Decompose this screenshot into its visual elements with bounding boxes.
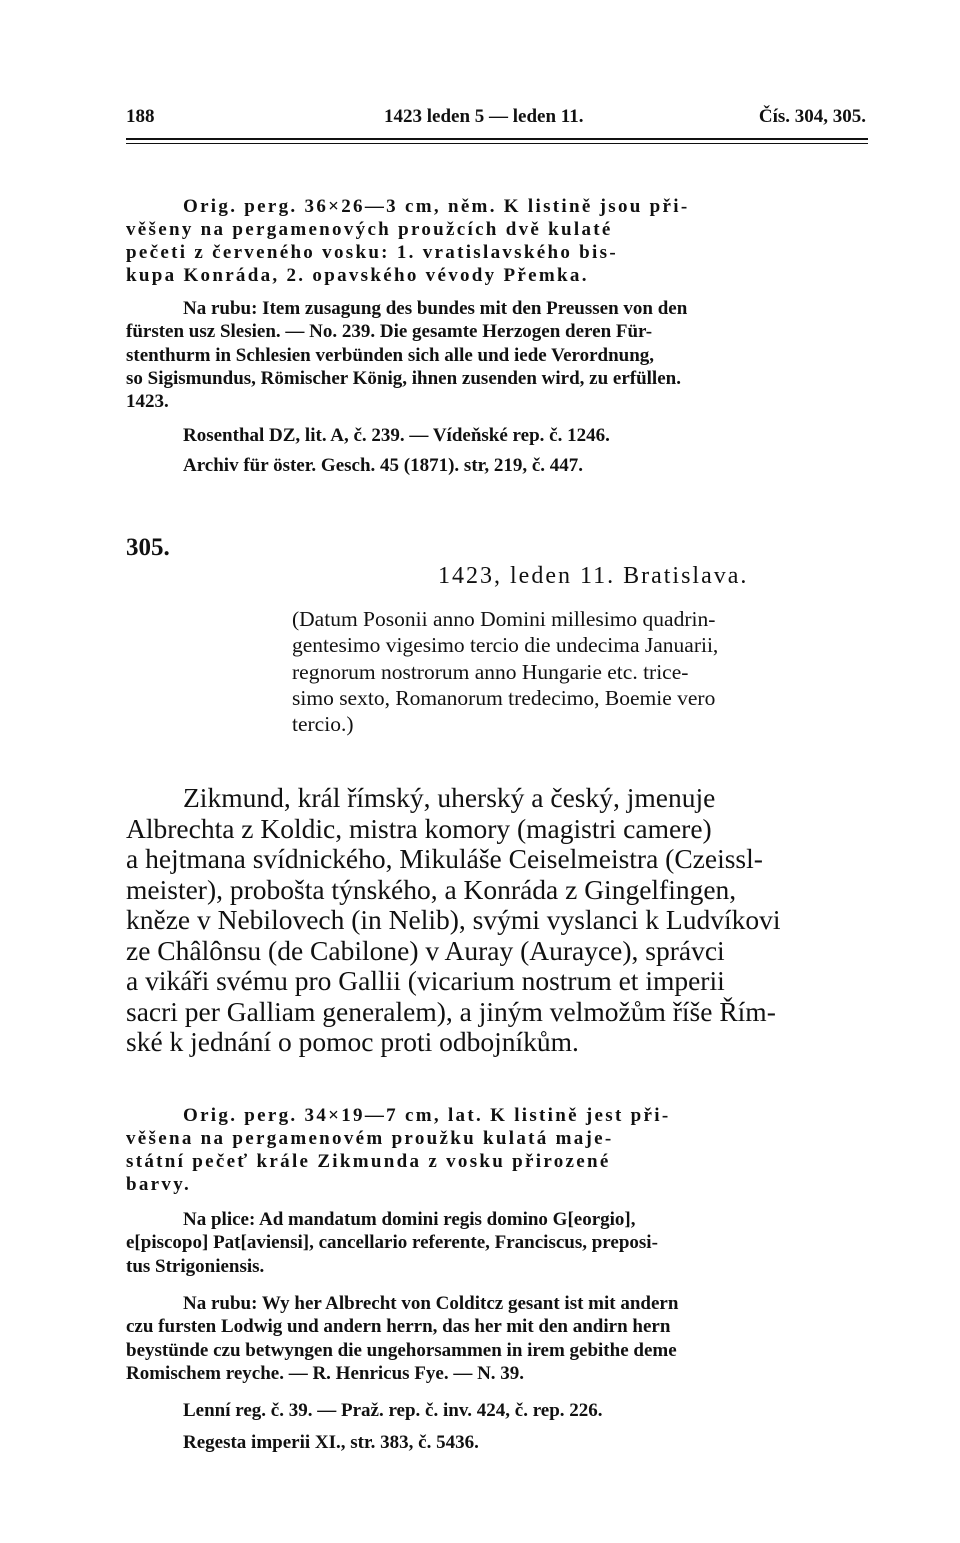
text-line: simo sexto, Romanorum tredecimo, Boemie vero (292, 685, 716, 710)
text-line: sacri per Galliam generalem), a jiným velmožům říše Řím- (126, 995, 776, 1027)
text-line: meister), probošta týnského, a Konráda z Gingelfingen, (126, 873, 737, 905)
doc305-plica-note (126, 1208, 658, 1278)
text-line: (Datum Posonii anno Domini millesimo quadrin- (292, 607, 716, 631)
reference-line: Lenní reg. č. 39. — Praž. rep. č. inv. 424, č. rep. 226. (183, 1400, 603, 1421)
doc305-verso-note (126, 1292, 679, 1385)
doc305-references (183, 1395, 603, 1459)
text-line: barvy. (126, 1174, 192, 1195)
text-line: státní pečeť krále Zikmunda z vosku přirozené (126, 1151, 611, 1172)
text-line: věšeny na pergamenových proužcích dvě kulaté (126, 219, 613, 240)
text-line: beystünde czu betwyngen die ungehorsammen in irem gebithe deme (126, 1339, 677, 1361)
running-head-numbers: Čís. 304, 305. (758, 106, 866, 127)
text-line: regnorum nostrorum anno Hungarie etc. trice- (292, 659, 689, 684)
text-line: czu fursten Lodwig und andern herrn, das her mit den andirn hern (126, 1316, 671, 1338)
text-line: Orig. perg. 36×26—3 cm, něm. K listině jsou při- (183, 196, 690, 217)
text-line: a vikáři svému pro Gallii (vicarium nostrum et imperii (126, 965, 725, 996)
text-line: gentesimo vigesimo tercio die undecima Januarii, (292, 633, 719, 658)
text-line: a hejtmana svídnického, Mikuláše Ceiselmeistra (Czeissl- (126, 843, 763, 874)
text-line: pečeti z červeného vosku: 1. vratislavského bis- (126, 242, 618, 263)
doc305-original-description (126, 1104, 671, 1196)
text-line: kupa Konráda, 2. opavského vévody Přemka. (126, 265, 589, 286)
text-line: so Sigismundus, Römischer König, ihnen zusenden wird, zu erfüllen. (126, 367, 681, 389)
datum-clause (292, 606, 718, 737)
doc304-verso-note (126, 297, 688, 413)
text-line: tus Strigoniensis. (126, 1255, 265, 1277)
running-head-date: 1423 leden 5 — leden 11. (384, 106, 584, 127)
page-header (126, 104, 868, 134)
text-line: tercio.) (292, 712, 354, 737)
reference-line: Regesta imperii XI., str. 383, č. 5436. (183, 1432, 479, 1453)
text-line: 1423. (126, 391, 169, 413)
text-line: fürsten usz Slesien. — No. 239. Die gesamte Herzogen deren Für- (126, 321, 653, 343)
text-line: Romischem reyche. — R. Henricus Fye. — N. 39. (126, 1362, 525, 1384)
text-line: Zikmund, král římský, uherský a český, jmenuje (183, 782, 716, 813)
page-number: 188 (126, 106, 155, 127)
document-number: 305. (126, 534, 170, 561)
text-line: Na rubu: Wy her Albrecht von Colditcz gesant ist mit andern (183, 1293, 679, 1314)
header-rule (126, 138, 868, 140)
text-line: kněze v Nebilovech (in Nelib), svými vyslanci k Ludvíkovi (126, 904, 781, 935)
text-line: Orig. perg. 34×19—7 cm, lat. K listině jest při- (183, 1105, 671, 1126)
doc304-references (183, 421, 610, 481)
header-rule-thin (126, 143, 868, 144)
text-line: e[piscopo] Pat[aviensi], cancellario referente, Franciscus, preposi- (126, 1232, 658, 1254)
doc304-original-description (126, 195, 690, 287)
reference-line: Archiv für öster. Gesch. 45 (1871). str, 219, č. 447. (183, 455, 584, 476)
text-line: ze Châlônsu (de Cabilone) v Auray (Aurayce), správci (126, 934, 725, 966)
document-dateline: 1423, leden 11. Bratislava. (438, 563, 749, 589)
text-line: ské k jednání o pomoc proti odbojníkům. (126, 1026, 579, 1057)
text-line: stenthurm in Schlesien verbünden sich alle und iede Verordnung, (126, 344, 655, 366)
text-line: Na plice: Ad mandatum domini regis domino G[eorgio], (183, 1209, 636, 1230)
text-line: věšena na pergamenovém proužku kulatá maje- (126, 1128, 614, 1149)
text-line: Albrechta z Koldic, mistra komory (magistri camere) (126, 812, 712, 844)
regest-summary (126, 783, 781, 1058)
text-line: Na rubu: Item zusagung des bundes mit den Preussen von den (183, 298, 688, 319)
reference-line: Rosenthal DZ, lit. A, č. 239. — Vídeňské rep. č. 1246. (183, 425, 610, 446)
